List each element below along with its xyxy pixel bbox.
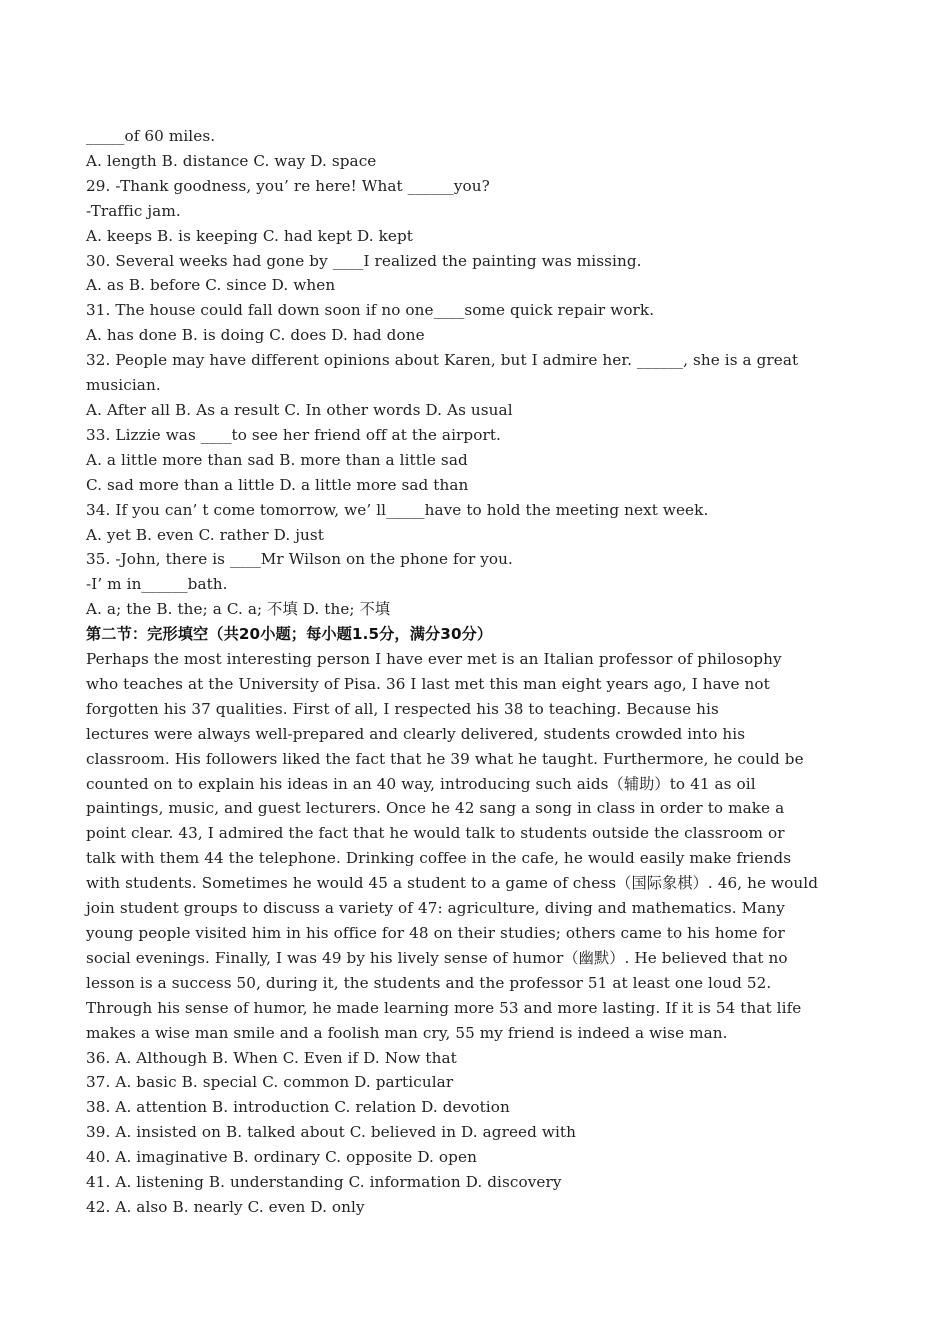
option-line: 38. A. attention B. introduction C. relation D. devotion <box>86 1098 510 1117</box>
option-line: 40. A. imaginative B. ordinary C. opposite D. open <box>86 1148 477 1167</box>
question-line: musician. <box>86 376 161 395</box>
option-line: 41. A. listening B. understanding C. information D. discovery <box>86 1173 562 1192</box>
question-line: _____of 60 miles. <box>86 127 216 145</box>
question-line: 29. -Thank goodness, you’ re here! What ______you? <box>86 176 490 195</box>
question-line: A. length B. distance C. way D. space <box>86 151 377 170</box>
question-line: A. a little more than sad B. more than a little sad <box>86 450 468 469</box>
question-line: 31. The house could fall down soon if no one____some quick repair work. <box>86 301 655 320</box>
passage-line: lectures were always well-prepared and clearly delivered, students crowded into his <box>86 724 746 743</box>
passage-line: forgotten his 37 qualities. First of all, I respected his 38 to teaching. Because his <box>86 699 719 718</box>
question-line: -I’ m in______bath. <box>86 575 228 594</box>
passage-line: paintings, music, and guest lecturers. Once he 42 sang a song in class in order to make a <box>86 799 785 818</box>
question-line: A. as B. before C. since D. when <box>86 276 336 295</box>
passage-line: point clear. 43, I admired the fact that he would talk to students outside the classroom or <box>86 824 785 843</box>
passage-line: social evenings. Finally, I was 49 by his lively sense of humor（幽默）. He believed that no <box>86 948 788 967</box>
option-line: 36. A. Although B. When C. Even if D. Now that <box>86 1048 457 1067</box>
question-line: -Traffic jam. <box>86 201 181 220</box>
section-heading: 第二节：完形填空（共20小题；每小题1.5分，满分30分） <box>86 625 493 644</box>
passage-line: Through his sense of humor, he made learning more 53 and more lasting. If it is 54 that life <box>86 998 802 1017</box>
passage-line: counted on to explain his ideas in an 40 way, introducing such aids（辅助）to 41 as oil <box>86 774 756 793</box>
passage-line: young people visited him in his office for 48 on their studies; others came to his home for <box>86 924 785 942</box>
cloze-options <box>86 1046 866 1220</box>
passage-line: with students. Sometimes he would 45 a student to a game of chess（国际象棋）. 46, he would <box>86 874 819 893</box>
question-line: 34. If you can’ t come tomorrow, we’ ll_____have to hold the meeting next week. <box>86 500 709 519</box>
passage-line: join student groups to discuss a variety of 47: agriculture, diving and mathematics. Many <box>86 899 785 918</box>
question-line: 32. People may have different opinions about Karen, but I admire her. ______, she is a great <box>86 351 799 370</box>
question-line: 30. Several weeks had gone by ____I realized the painting was missing. <box>86 251 642 270</box>
question-line: A. After all B. As a result C. In other words D. As usual <box>86 400 513 419</box>
passage-line: Perhaps the most interesting person I have ever met is an Italian professor of philosophy <box>86 650 782 669</box>
passage-line: talk with them 44 the telephone. Drinking coffee in the cafe, he would easily make friends <box>86 849 792 868</box>
option-line: 37. A. basic B. special C. common D. particular <box>86 1073 454 1092</box>
passage-line: makes a wise man smile and a foolish man cry, 55 my friend is indeed a wise man. <box>86 1023 728 1042</box>
question-line: C. sad more than a little D. a little more sad than <box>86 475 469 494</box>
questions-block <box>86 124 866 622</box>
exam-page <box>86 124 866 1220</box>
question-line: A. has done B. is doing C. does D. had done <box>86 326 425 345</box>
cloze-passage <box>86 647 866 1046</box>
question-line: A. a; the B. the; a C. a; 不填 D. the; 不填 <box>86 600 391 619</box>
question-line: 35. -John, there is ____Mr Wilson on the phone for you. <box>86 550 513 569</box>
passage-line: lesson is a success 50, during it, the students and the professor 51 at least one loud 52. <box>86 973 772 992</box>
question-line: A. yet B. even C. rather D. just <box>86 525 324 544</box>
option-line: 42. A. also B. nearly C. even D. only <box>86 1197 365 1216</box>
question-line: A. keeps B. is keeping C. had kept D. kept <box>86 226 413 245</box>
passage-line: who teaches at the University of Pisa. 36 I last met this man eight years ago, I have not <box>86 674 770 693</box>
question-line: 33. Lizzie was ____to see her friend off at the airport. <box>86 425 501 444</box>
option-line: 39. A. insisted on B. talked about C. believed in D. agreed with <box>86 1123 577 1142</box>
passage-line: classroom. His followers liked the fact that he 39 what he taught. Furthermore, he could be <box>86 749 804 768</box>
